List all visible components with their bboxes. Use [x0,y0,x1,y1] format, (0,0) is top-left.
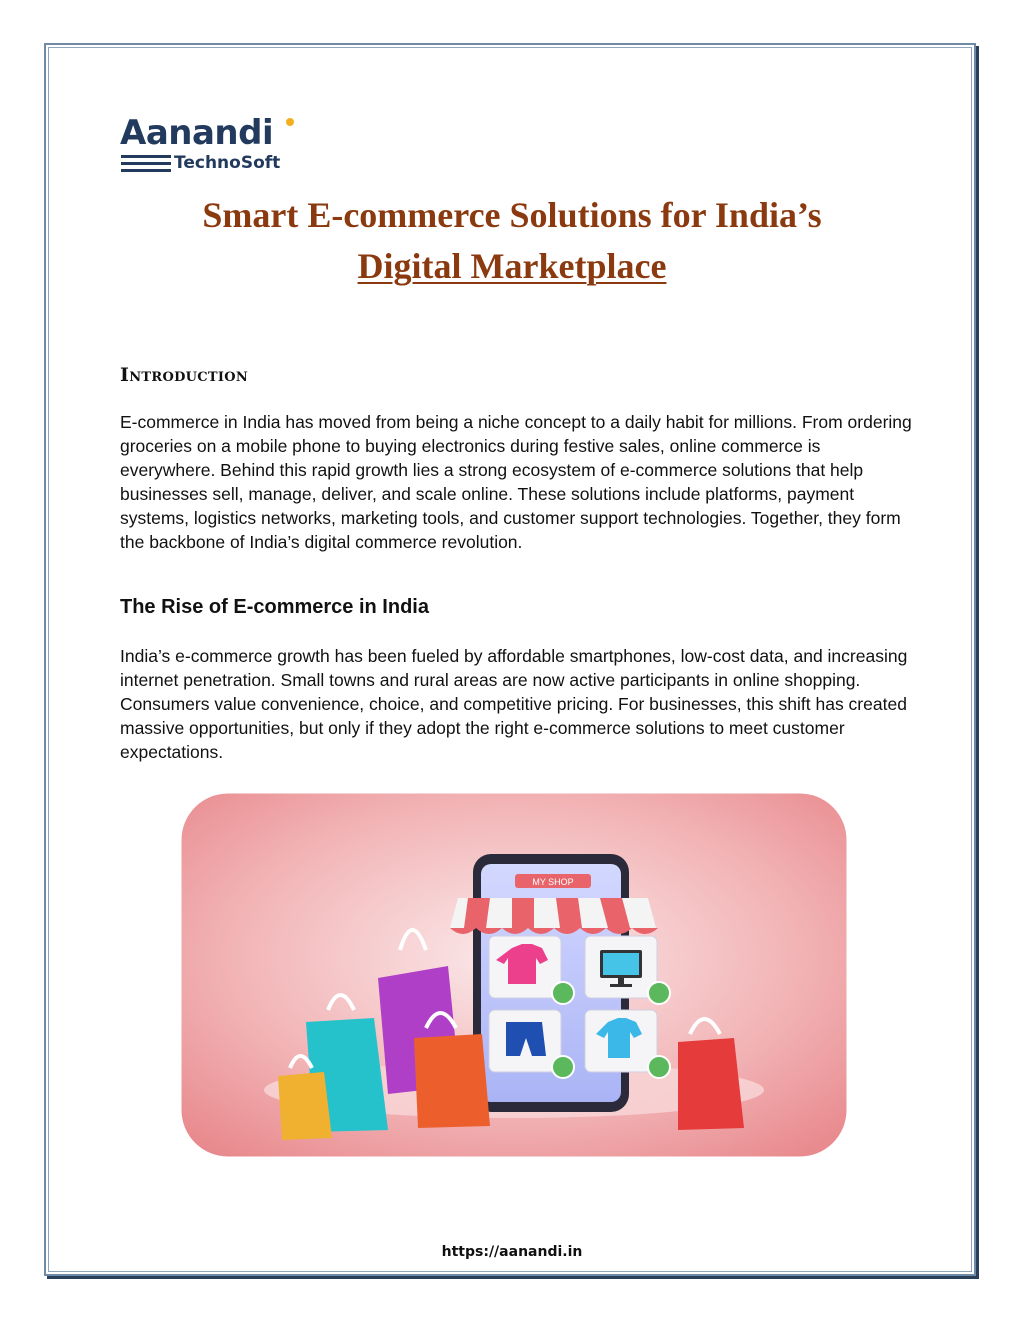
footer-url[interactable]: https://aanandi.in [441,1244,583,1260]
rise-paragraph: India’s e-commerce growth has been fueled by affordable smartphones, low-cost data, and increasing internet penetration. Small towns and rural areas are now active participants in online shopping. Consumers value convenience, choice, and competitive pricing. For businesses, this shift has created massive opportunities, but only if they adopt the right e-commerce solutions to meet customer expectations. [120,646,908,762]
shorts-product-icon [489,1010,561,1072]
logo-dot [286,118,294,126]
page-title-line1: Smart E-commerce Solutions for India’s [202,195,822,235]
shop-label: MY SHOP [532,877,574,887]
page-title-line2-text: Digital Marketplace [357,246,667,286]
logo-lines-icon [121,155,171,175]
shirt-product-icon [585,1010,657,1072]
monitor-product-icon [585,936,657,998]
rise-heading: The Rise of E-commerce in India [120,596,429,618]
logo-subtitle: TechnoSoft [174,153,281,173]
logo-wordmark: Aanandi [120,113,274,153]
tshirt-product-icon [489,936,561,998]
ecommerce-illustration [178,790,850,1162]
intro-paragraph: E-commerce in India has moved from being a niche concept to a daily habit for millions. From ordering groceries on a mobile phone to buying electronics during festive sales, online commerce is everywhere. Behind this rapid growth lies a strong ecosystem of e-commerce solutions that help businesses sell, manage, deliver, and scale online. These solutions include platforms, payment systems, logistics networks, marketing tools, and customer support technologies. Together, they form the backbone of India’s digital commerce revolution. [120,412,912,552]
company-logo [120,113,295,177]
intro-heading: Introduction [120,364,249,386]
page-title-line2 [0,245,1024,287]
